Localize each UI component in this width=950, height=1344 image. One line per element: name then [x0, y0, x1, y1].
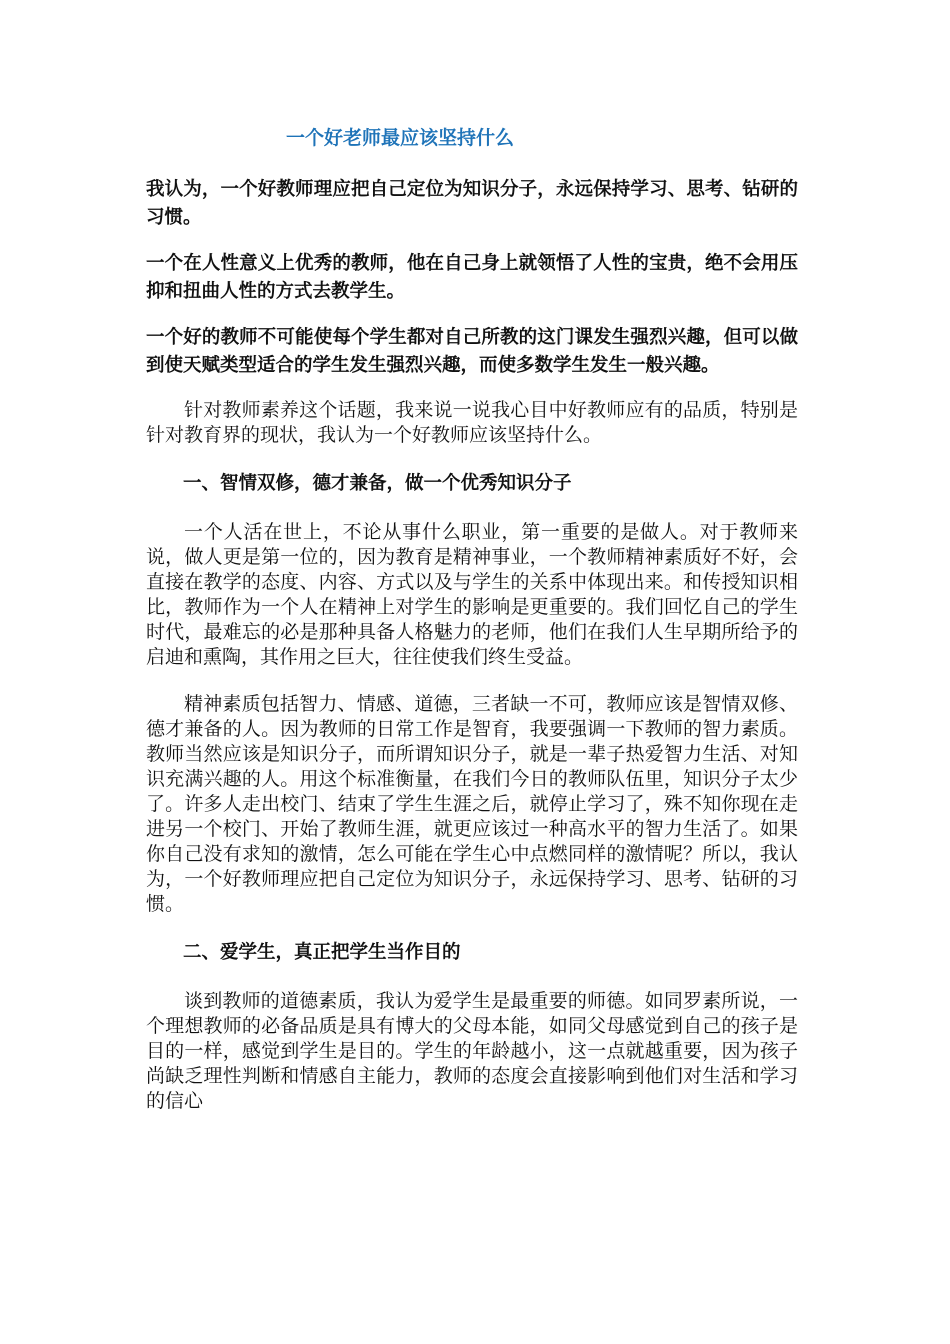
- intro-paragraph: 针对教师素养这个话题，我来说一说我心目中好教师应有的品质，特别是针对教育界的现状，我认为一个好教师应该坚持什么。: [146, 399, 798, 446]
- section-heading: 二、爱学生，真正把学生当作目的: [183, 942, 461, 963]
- body-paragraph: 谈到教师的道德素质，我认为爱学生是最重要的师德。如同罗素所说，一个理想教师的必备品质是具有博大的父母本能，如同父母感觉到自己的孩子是目的一样，感觉到学生是目的。学生的年龄越小，这一点就越重要，因为孩子尚缺乏理性判断和情感自主能力，教师的态度会直接影响到他们对生活和学习的信心: [146, 990, 798, 1112]
- section-heading: 一、智情双修，德才兼备，做一个优秀知识分子: [183, 473, 572, 494]
- body-paragraph: 精神素质包括智力、情感、道德，三者缺一不可，教师应该是智情双修、德才兼备的人。因为教师的日常工作是智育，我要强调一下教师的智力素质。教师当然应该是知识分子，而所谓知识分子，就是一辈子热爱智力生活、对知识充满兴趣的人。用这个标准衡量，在我们今日的教师队伍里，知识分子太少了。许多人走出校门、结束了学生生涯之后，就停止学习了，殊不知你现在走进另一个校门、开始了教师生涯，就更应该过一种高水平的智力生活了。如果你自己没有求知的激情，怎么可能在学生心中点燃同样的激情呢？所以，我认为，一个好教师理应把自己定位为知识分子，永远保持学习、思考、钻研的习惯。: [146, 693, 798, 915]
- lead-paragraph: 一个好的教师不可能使每个学生都对自己所教的这门课发生强烈兴趣，但可以做到使天赋类型适合的学生发生强烈兴趣，而使多数学生发生一般兴趣。: [146, 327, 798, 376]
- lead-paragraph: 我认为，一个好教师理应把自己定位为知识分子，永远保持学习、思考、钻研的习惯。: [146, 179, 798, 228]
- body-paragraph: 一个人活在世上，不论从事什么职业，第一重要的是做人。对于教师来说，做人更是第一位的，因为教育是精神事业，一个教师精神素质好不好，会直接在教学的态度、内容、方式以及与学生的关系中体现出来。和传授知识相比，教师作为一个人在精神上对学生的影响是更重要的。我们回忆自己的学生时代，最难忘的必是那种具备人格魅力的老师，他们在我们人生早期所给予的启迪和熏陶，其作用之巨大，往往使我们终生受益。: [146, 521, 798, 668]
- document-title: 一个好老师最应该坚持什么: [286, 127, 515, 149]
- lead-paragraph: 一个在人性意义上优秀的教师，他在自己身上就领悟了人性的宝贵，绝不会用压抑和扭曲人性的方式去教学生。: [146, 253, 798, 302]
- document-body: [146, 122, 798, 1114]
